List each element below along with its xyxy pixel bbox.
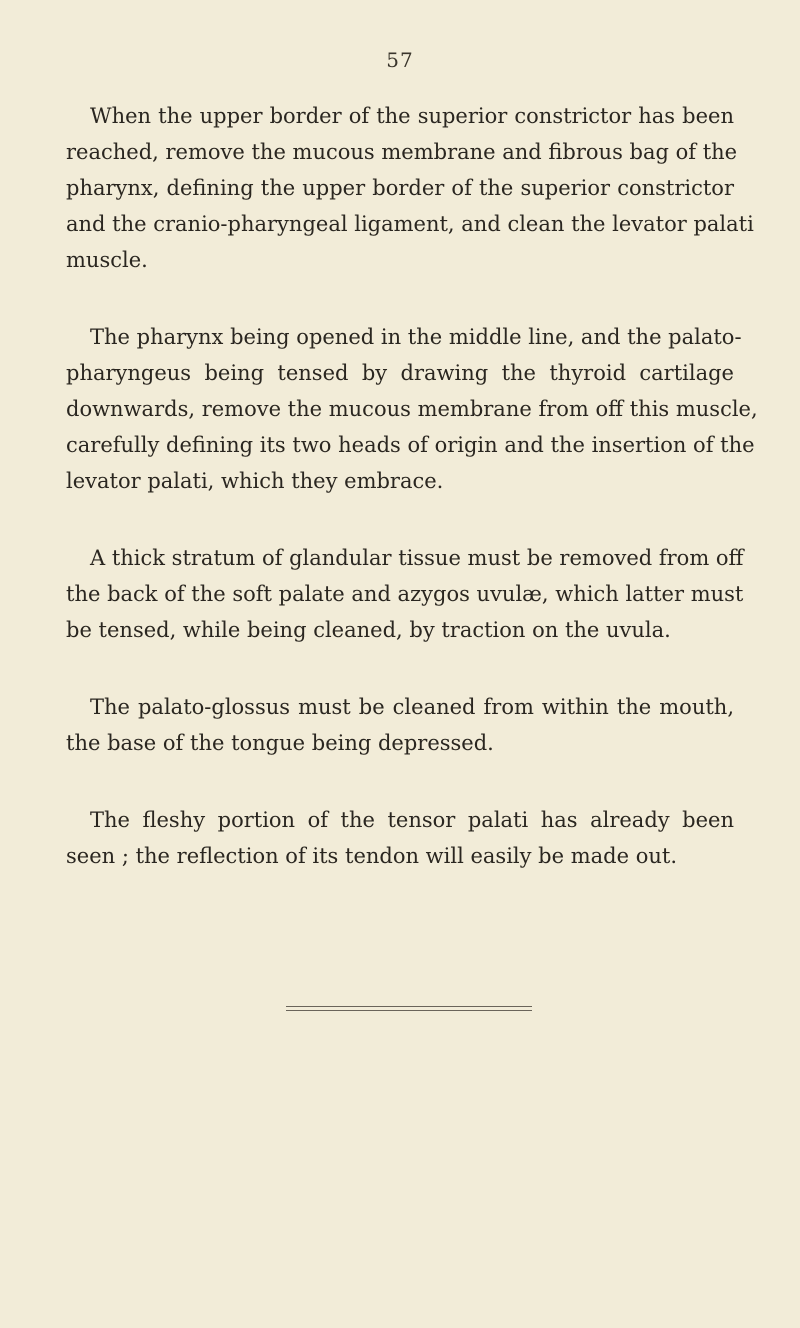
paragraph-2-line-4: carefully defining its two heads of origin and the insertion of the (66, 433, 755, 457)
paragraph-2-line-2: pharyngeus being tensed by drawing the thyroid cartilage (66, 361, 734, 385)
paragraph-1-line-1: When the upper border of the superior constrictor has been (90, 104, 734, 128)
paragraph-3-line-3: be tensed, while being cleaned, by traction on the uvula. (66, 618, 671, 642)
paragraph-1-line-4: and the cranio-pharyngeal ligament, and clean the levator palati (66, 212, 754, 236)
paragraph-3-line-2: the back of the soft palate and azygos uvulæ, which latter must (66, 582, 744, 606)
closing-rule-top (286, 1006, 532, 1007)
paragraph-1-line-3: pharynx, defining the upper border of the superior constrictor (66, 176, 734, 200)
paragraph-3-line-1: A thick stratum of glandular tissue must be removed from off (90, 546, 744, 570)
page-number: 57 (386, 48, 414, 72)
paragraph-4-line-1: The palato-glossus must be cleaned from within the mouth, (90, 695, 734, 719)
paragraph-4-line-2: the base of the tongue being depressed. (66, 731, 494, 755)
closing-rule-bottom (286, 1010, 532, 1011)
paragraph-5-line-2: seen ; the reflection of its tendon will easily be made out. (66, 844, 677, 868)
paragraph-1-line-5: muscle. (66, 248, 148, 272)
paragraph-1-line-2: reached, remove the mucous membrane and fibrous bag of the (66, 140, 738, 164)
paragraph-5-line-1: The fleshy portion of the tensor palati has already been (90, 808, 734, 832)
paragraph-2-line-5: levator palati, which they embrace. (66, 469, 444, 493)
paragraph-2-line-3: downwards, remove the mucous membrane from off this muscle, (66, 397, 758, 421)
paragraph-2-line-1: The pharynx being opened in the middle line, and the palato- (90, 325, 742, 349)
